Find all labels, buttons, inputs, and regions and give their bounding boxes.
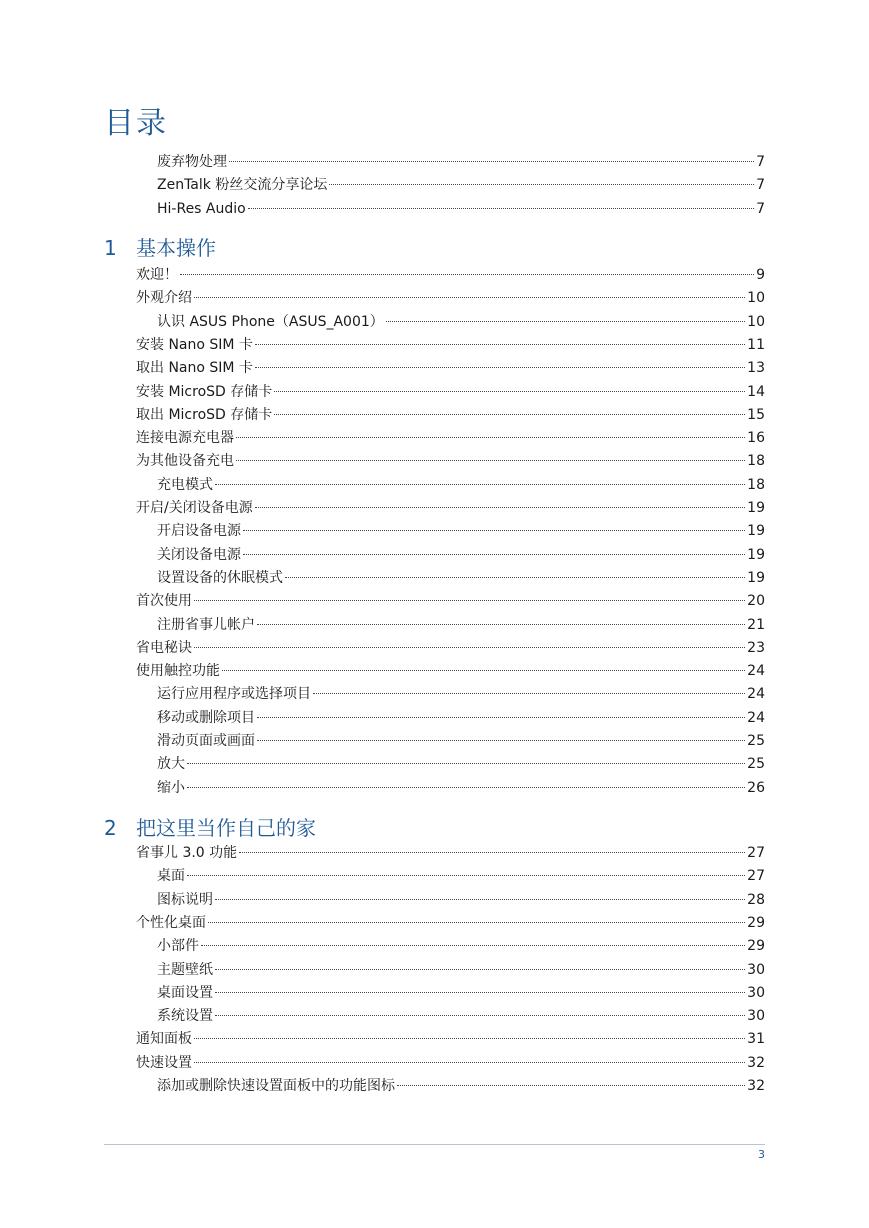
toc-entry[interactable] [157, 1006, 765, 1026]
toc-entry[interactable] [157, 684, 765, 704]
dot-leader [194, 297, 745, 298]
dot-leader [215, 992, 745, 993]
toc-entry[interactable] [136, 498, 765, 518]
dot-leader [222, 670, 745, 671]
toc-entry-label: 取出 Nano SIM 卡 [136, 360, 253, 377]
toc-entry-page: 27 [747, 845, 765, 861]
chapter-title: 把这里当作自己的家 [136, 816, 316, 840]
toc-entry-label: 设置设备的休眠模式 [157, 569, 283, 586]
dot-leader [187, 787, 745, 788]
dot-leader [194, 647, 745, 648]
toc-entry-page: 10 [747, 290, 765, 307]
dot-leader [386, 321, 745, 322]
dot-leader [180, 274, 754, 275]
toc-entry-page: 32 [747, 1054, 765, 1071]
toc-entry-label: 快速设置 [136, 1054, 192, 1071]
toc-entry-label: 安装 Nano SIM 卡 [136, 336, 253, 353]
dot-leader [194, 1062, 745, 1063]
toc-entry-label: 系统设置 [157, 1008, 213, 1025]
toc-entry[interactable] [157, 983, 765, 1003]
dot-leader [285, 577, 745, 578]
toc-entry-page: 13 [747, 360, 765, 377]
toc-entry-label: ZenTalk 粉丝交流分享论坛 [157, 177, 328, 194]
toc-entry[interactable] [157, 890, 765, 910]
dot-leader [397, 1085, 745, 1086]
toc-entry-page: 7 [756, 177, 765, 194]
toc-entry-label: 注册省事儿帐户 [157, 616, 255, 633]
toc-entry-label: 小部件 [157, 938, 199, 955]
toc-entry-label: 桌面 [157, 868, 185, 885]
dot-leader [248, 208, 754, 209]
dot-leader [194, 600, 745, 601]
toc-entry[interactable] [157, 545, 765, 565]
toc-entry-label: 外观介绍 [136, 290, 192, 307]
toc-entry-page: 27 [747, 868, 765, 885]
toc-entry-page: 16 [747, 430, 765, 447]
toc-entry-page: 19 [747, 569, 765, 586]
toc-entry[interactable] [157, 731, 765, 751]
toc-entry[interactable] [136, 843, 765, 863]
toc-entry[interactable] [157, 1076, 765, 1096]
dot-leader [187, 763, 745, 764]
toc-entry-label: 缩小 [157, 779, 185, 796]
chapter-number: 1 [104, 236, 117, 260]
dot-leader [236, 460, 745, 461]
toc-entry[interactable] [136, 451, 765, 471]
toc-entry-label: 安装 MicroSD 存储卡 [136, 383, 273, 400]
dot-leader [215, 969, 745, 970]
dot-leader [274, 414, 745, 415]
toc-entry-label: 为其他设备充电 [136, 453, 234, 470]
toc-entry[interactable] [157, 521, 765, 541]
toc-entry-label: 废弃物处理 [157, 154, 227, 170]
toc-entry[interactable] [157, 475, 765, 495]
toc-entry[interactable] [136, 382, 765, 402]
toc-entry-page: 26 [747, 779, 765, 796]
toc-entry-page: 20 [747, 593, 765, 610]
toc-entry-page: 15 [747, 406, 765, 423]
toc-entry[interactable] [136, 358, 765, 378]
toc-entry-page: 23 [747, 639, 765, 656]
dot-leader [274, 391, 745, 392]
toc-entry-page: 9 [756, 267, 765, 283]
toc-entry-label: 添加或删除快速设置面板中的功能图标 [157, 1078, 395, 1094]
toc-entry-page: 24 [747, 709, 765, 726]
toc-entry-page: 29 [747, 914, 765, 931]
toc-entry[interactable] [157, 175, 765, 195]
toc-entry-label: 桌面设置 [157, 984, 213, 1001]
toc-entry[interactable] [157, 152, 765, 172]
toc-entry[interactable] [157, 615, 765, 635]
toc-entry[interactable] [136, 1053, 765, 1073]
chapter-title: 基本操作 [136, 236, 216, 260]
dot-leader [257, 717, 745, 718]
toc-entry-page: 11 [747, 336, 765, 353]
toc-entry-page: 21 [747, 616, 765, 633]
toc-entry[interactable] [157, 568, 765, 588]
dot-leader [243, 530, 745, 531]
toc-entry-label: 连接电源充电器 [136, 430, 234, 447]
toc-entry[interactable] [157, 312, 765, 332]
toc-entry-page: 18 [747, 453, 765, 470]
toc-entry-label: 省事儿 3.0 功能 [136, 845, 238, 861]
toc-entry-page: 30 [747, 1008, 765, 1025]
dot-leader [187, 875, 745, 876]
dot-leader [329, 184, 754, 185]
toc-entry-page: 30 [747, 961, 765, 978]
toc-entry[interactable] [157, 754, 765, 774]
dot-leader [194, 1038, 745, 1039]
toc-entry-page: 32 [747, 1078, 765, 1094]
toc-entry-page: 10 [747, 313, 765, 330]
dot-leader [215, 484, 745, 485]
dot-leader [229, 161, 754, 162]
dot-leader [215, 899, 745, 900]
toc-entry-label: 移动或删除项目 [157, 709, 255, 726]
toc-entry[interactable] [157, 708, 765, 728]
toc-entry-page: 7 [756, 200, 765, 217]
toc-entry-page: 29 [747, 938, 765, 955]
toc-entry-page: 25 [747, 733, 765, 749]
toc-entry[interactable] [136, 428, 765, 448]
toc-entry-label: 图标说明 [157, 891, 213, 908]
toc-entry[interactable] [136, 913, 765, 933]
toc-entry[interactable] [136, 1029, 765, 1049]
toc-entry[interactable] [157, 199, 765, 219]
toc-entry-label: 欢迎！ [136, 267, 178, 283]
toc-entry[interactable] [136, 335, 765, 355]
toc-entry-label: 关闭设备电源 [157, 546, 241, 563]
toc-entry-label: 省电秘诀 [136, 639, 192, 656]
toc-entry-page: 31 [747, 1031, 765, 1048]
toc-entry-page: 28 [747, 891, 765, 908]
dot-leader [257, 740, 745, 741]
chapter-heading [104, 234, 216, 262]
toc-entry[interactable] [157, 866, 765, 886]
toc-entry-label: 个性化桌面 [136, 914, 206, 931]
footer-divider [104, 1144, 765, 1145]
toc-entry[interactable] [157, 778, 765, 798]
toc-entry-page: 19 [747, 523, 765, 540]
toc-entry-page: 19 [747, 500, 765, 516]
toc-entry-page: 19 [747, 546, 765, 563]
dot-leader [243, 554, 745, 555]
toc-entry[interactable] [136, 638, 765, 658]
toc-entry[interactable] [136, 661, 765, 681]
toc-entry[interactable] [136, 591, 765, 611]
dot-leader [201, 945, 745, 946]
dot-leader [255, 507, 745, 508]
toc-entry[interactable] [136, 288, 765, 308]
toc-entry-page: 30 [747, 984, 765, 1001]
dot-leader [215, 1015, 745, 1016]
dot-leader [313, 693, 745, 694]
toc-entry[interactable] [157, 936, 765, 956]
dot-leader [257, 624, 745, 625]
toc-entry-label: 取出 MicroSD 存储卡 [136, 406, 273, 423]
toc-entry-page: 18 [747, 476, 765, 493]
toc-entry-page: 7 [756, 154, 765, 170]
toc-entry-label: 通知面板 [136, 1031, 192, 1048]
toc-entry-label: 运行应用程序或选择项目 [157, 686, 311, 703]
toc-entry-page: 25 [747, 756, 765, 773]
dot-leader [208, 922, 745, 923]
toc-entry-label: 主题壁纸 [157, 961, 213, 978]
toc-entry-page: 24 [747, 663, 765, 680]
toc-entry-label: 开启设备电源 [157, 523, 241, 540]
dot-leader [239, 852, 745, 853]
dot-leader [255, 344, 745, 345]
toc-entry-label: 放大 [157, 756, 185, 773]
toc-entry[interactable] [157, 960, 765, 980]
page-number: 3 [758, 1148, 765, 1161]
page-title: 目录 [104, 106, 168, 141]
toc-entry-label: 滑动页面或画面 [157, 733, 255, 749]
toc-entry[interactable] [136, 405, 765, 425]
toc-entry-page: 24 [747, 686, 765, 703]
toc-entry-page: 14 [747, 383, 765, 400]
toc-entry-label: 首次使用 [136, 593, 192, 610]
chapter-heading [104, 814, 316, 842]
dot-leader [236, 437, 745, 438]
toc-entry-label: 认识 ASUS Phone（ASUS_A001） [157, 313, 384, 330]
toc-entry-label: Hi-Res Audio [157, 200, 246, 217]
chapter-number: 2 [104, 816, 117, 840]
toc-entry[interactable] [136, 265, 765, 285]
toc-entry-label: 开启/关闭设备电源 [136, 500, 253, 516]
dot-leader [255, 367, 745, 368]
toc-entry-label: 充电模式 [157, 476, 213, 493]
toc-entry-label: 使用触控功能 [136, 663, 220, 680]
